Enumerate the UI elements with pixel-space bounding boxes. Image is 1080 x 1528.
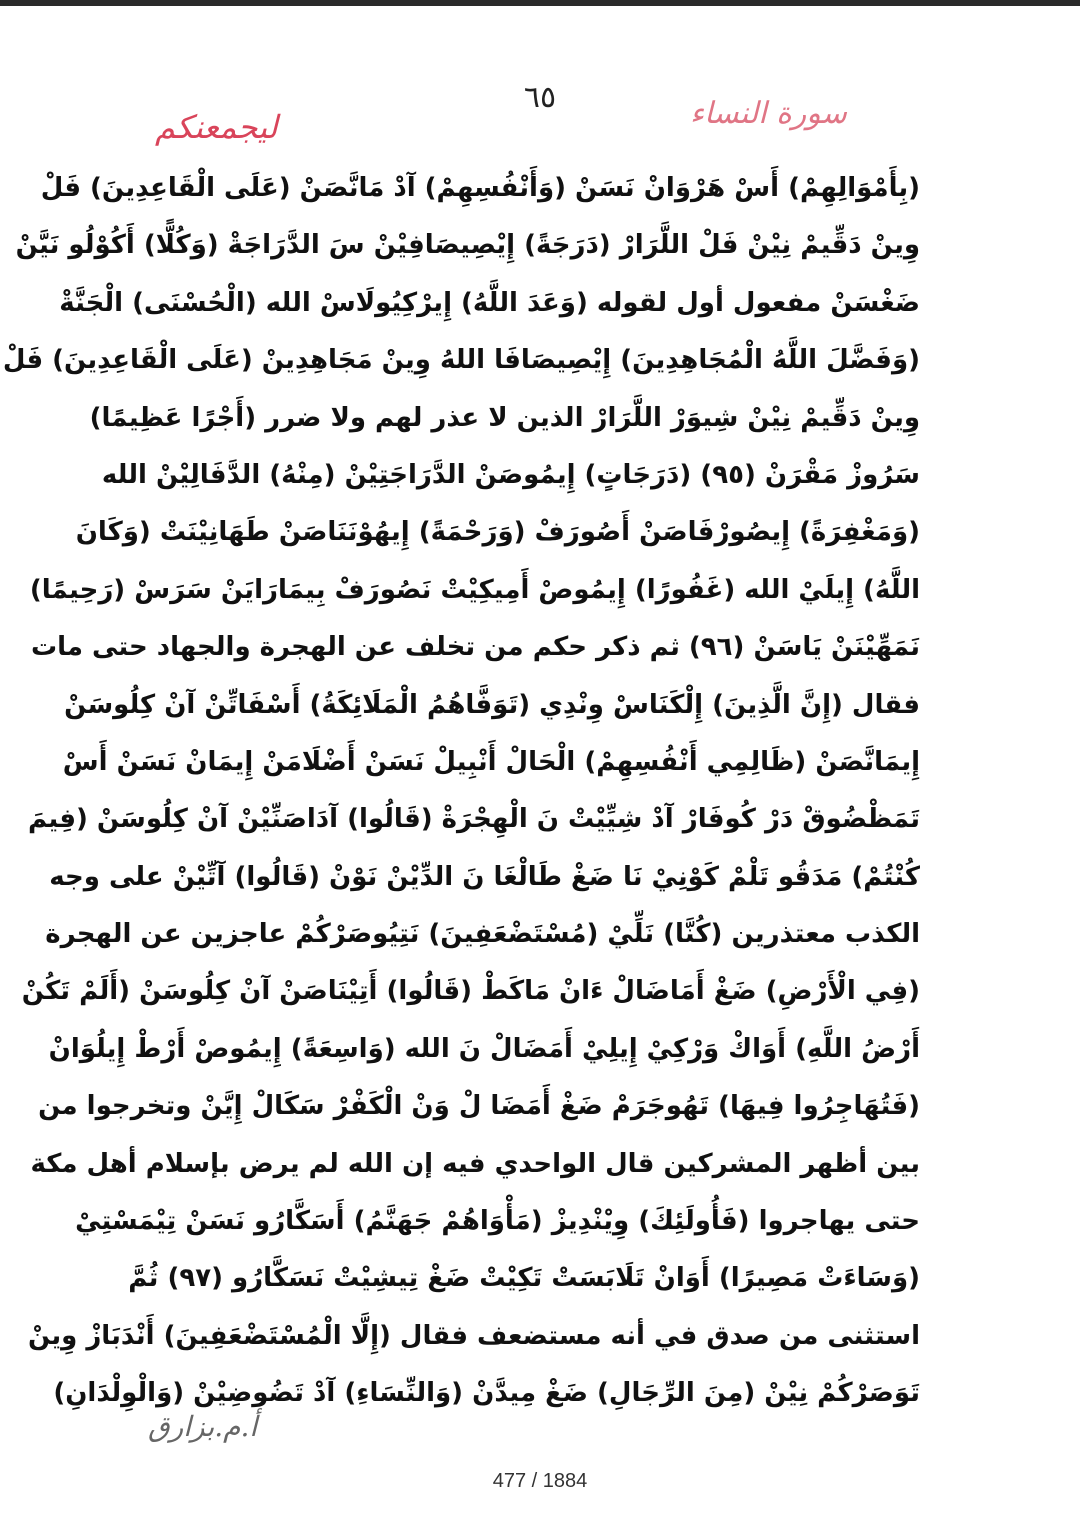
text-line: ضَغْسَنْ مفعول أول لقوله (وَعَدَ اللَّهُ) إِيرْكِيُولَاسْ الله (الْحُسْنَى) الْجَنَّةْ bbox=[59, 287, 920, 318]
text-line: (بِأَمْوَالِهِمْ) أَسْ هَرْوَانْ نَسَنْ (وَأَنْفُسِهِمْ) آدْ مَانَّصَنْ (عَلَى الْقَاعِدِينَ) فَلْ bbox=[40, 173, 920, 203]
text-line: (وَمَغْفِرَةً) إِيصُورْفَاصَنْ أَصُورَفْ (وَرَحْمَةً) إِيهُوْنَنَاصَنْ طَهَانِيْنَتْ (وَكَانَ bbox=[75, 517, 920, 548]
text-line: استثنى من صدق في أنه مستضعف فقال (إِلَّا الْمُسْتَضْعَفِينَ) أَنْدَبَازْ وِينْ bbox=[27, 1320, 920, 1351]
text-line: نَمَهِّيْنَنْ يَاسَنْ (٩٦) ثم ذكر حكم من تخلف عن الهجرة والجهاد حتى مات bbox=[31, 632, 920, 663]
text-line: أَرْضُ اللَّهِ) أَوَاكْ وَرْكِيْ إِيلِيْ أَمَضَالْ نَ الله (وَاسِعَةً) إِيمُوصْ أَرْطْ إِيلُوَانْ bbox=[48, 1033, 920, 1064]
text-line: حتى يهاجروا (فَأُولَئِكَ) وِيْنْدِيزْ (مَأْوَاهُمْ جَهَنَّمُ) أَسَكَّارُو نَسَنْ تِيْمَسْتِيْ bbox=[75, 1206, 920, 1237]
page-counter: 477 / 1884 bbox=[492, 1470, 588, 1492]
text-line: تَمَظْضُوقْ دَرْ كُوفَارْ آدْ شِيِّيْتْ نَ الْهِجْرَةْ (قَالُوا) آدَاصَنِّيْنْ آنْ كِلُوسَنْ (فِيمَ bbox=[27, 804, 920, 835]
text-line: بين أظهر المشركين قال الواحدي فيه إن الله لم يرض بإسلام أهل مكة bbox=[30, 1148, 920, 1179]
body-text bbox=[2, 160, 920, 1423]
text-line: اللَّهُ) إِيلَيْ الله (غَفُورًا) إِيمُوصْ أَمِيكِيْتْ نَصُورَفْ بِيمَارَايَنْ سَرَسْ (رَحِيمًا) bbox=[29, 574, 920, 605]
text-line: (فَتُهَاجِرُوا فِيهَا) تَهُوجَرَمْ ضَغْ أَمَضَا لْ وَنْ الْكَفْرْ سَكَالْ إِيَّنْ وتخرجوا من bbox=[38, 1091, 920, 1122]
text-line: (فِي الْأَرْضِ) ضَغْ أَمَاضَالْ ءَانْ مَاكَطْ (قَالُوا) أَتِيْنَاصَنْ آنْ كِلُوسَنْ (أَلَمْ تَكُنْ bbox=[21, 976, 920, 1007]
text-line: (وَفَضَّلَ اللَّهُ الْمُجَاهِدِينَ) إِيْصِيصَافَا اللهُ وِينْ مَجَاهِدِينْ (عَلَى الْقَاعِدِينَ) فَلْ bbox=[2, 345, 920, 376]
page-number: ٦٥ bbox=[523, 80, 557, 115]
text-line: تَوَصَرْكُمْ نِيْنْ (مِنَ الرِّجَالِ) ضَغْ مِيدَّنْ (وَالنِّسَاءِ) آدْ تَضُوضِيْنْ (وَالْوِلْدَانِ) bbox=[53, 1378, 920, 1409]
text-line: كُنْتُمْ) مَدَقُو تَلْمْ كَوْنِيْ نَا ضَغْ طَالْغَا نَ الدِّيْنْ نَوْنْ (قَالُوا) آتِّيْنْ على وجه bbox=[49, 861, 920, 892]
text-line: وِينْ دَقِّيمْ نِيْنْ فَلْ اللَّرَارْ (دَرَجَةً) إِيْصِيصَافِيْنْ سَ الدَّرَاجَةْ (وَكُلًّا) أَكُوْلُو نَيَّنْ bbox=[15, 230, 920, 261]
text-line: إِيمَانَّصَنْ (ظَالِمِي أَنْفُسِهِمْ) الْحَالْ أَنْبِيلْ نَسَنْ أَضْلَامَنْ إِيمَانْ نَسَنْ أَسْ bbox=[62, 746, 920, 777]
margin-note-right: سورة النساء bbox=[690, 96, 847, 131]
signature: أ.م.بزارق bbox=[148, 1410, 258, 1443]
text-line: فقال (إِنَّ الَّذِينَ) إِلْكَنَاسْ وِنْدِي (تَوَفَّاهُمُ الْمَلَائِكَةُ) أَسْفَاتِّنْ آنْ كِلُوسَنْ bbox=[64, 689, 920, 720]
margin-note-left: ليجمعنكم bbox=[155, 108, 278, 146]
text-line: (وَسَاءَتْ مَصِيرًا) أَوَانْ تَلَابَسَتْ تَكِيْتْ ضَغْ تِيشِيْتْ نَسَكَّارُو (٩٧) ثُمَّ bbox=[128, 1263, 920, 1294]
text-line: الكذب معتذرين (كُنَّا) نَلِّيْ (مُسْتَضْعَفِينَ) نَتِيُوصَرْكُمْ عاجزين عن الهجرة bbox=[45, 919, 920, 950]
text-line: سَرُوزْ مَقْرَنْ (٩٥) (دَرَجَاتٍ) إِيمُوصَنْ الدَّرَاجَتِيْنْ (مِنْهُ) الدَّفَالِيْنْ الله bbox=[101, 459, 920, 490]
text-line: وِينْ دَقِّيمْ نِيْنْ شِيوَرْ اللَّرَارْ الذين لا عذر لهم ولا ضرر (أَجْرًا عَظِيمًا) bbox=[89, 402, 920, 433]
top-border bbox=[0, 0, 1080, 6]
